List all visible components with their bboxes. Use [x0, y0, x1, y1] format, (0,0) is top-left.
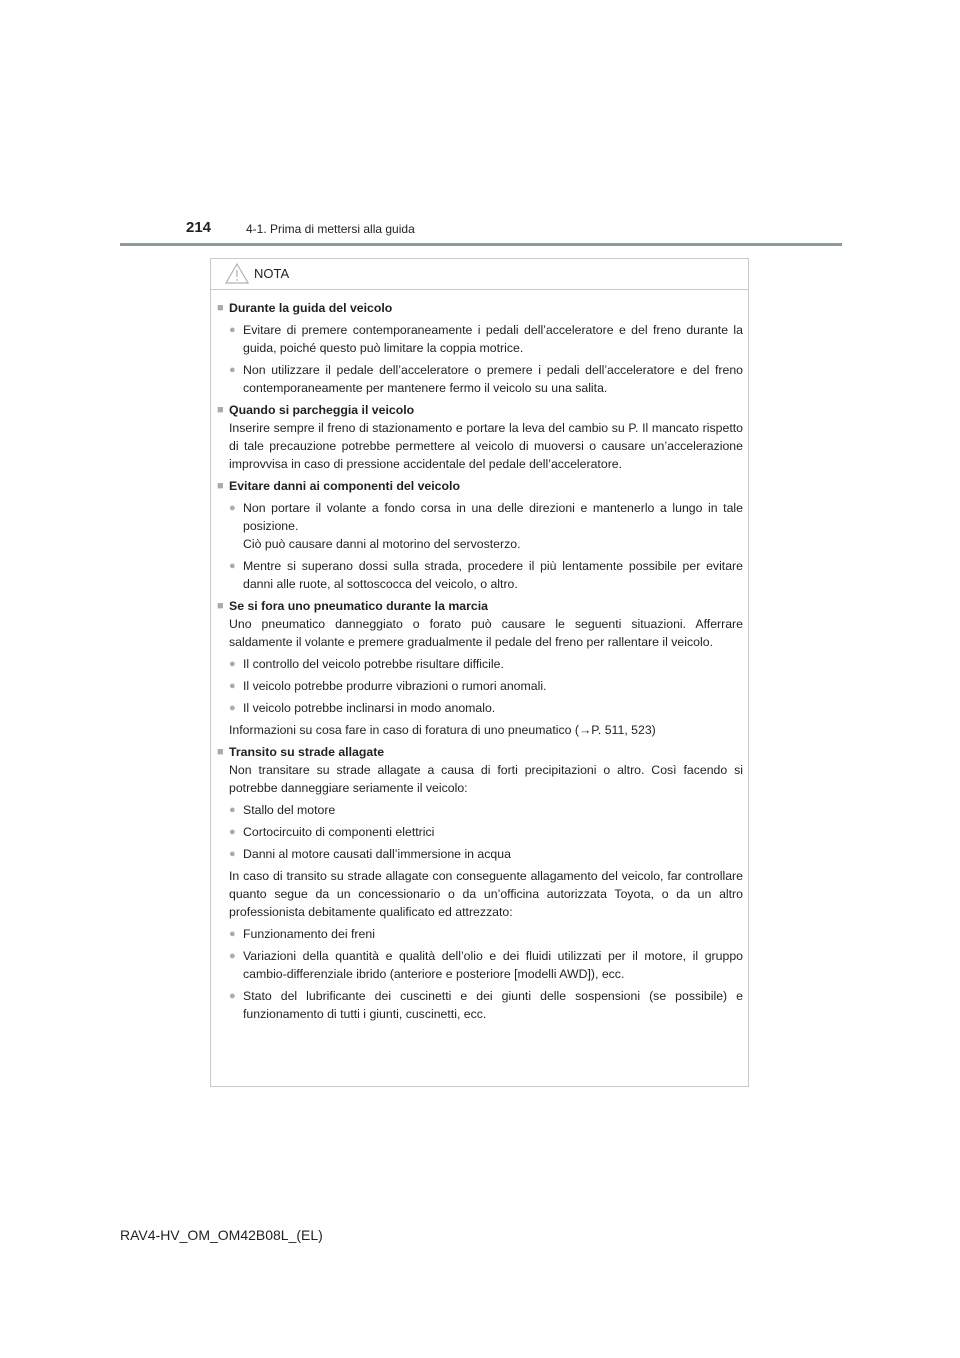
circle-bullet-icon: ●: [229, 680, 236, 692]
circle-bullet-icon: ●: [229, 324, 236, 336]
square-icon: ■: [217, 404, 224, 416]
list-item: ● Stato del lubrificante dei cuscinetti e dei giunti delle sospensioni (se possibile) e funzionamento di tutti i giunti, cuscinetti, ecc.: [229, 989, 743, 1021]
paragraph: Inserire sempre il freno di stazionamento e portare la leva del cambio su P. Il mancato rispetto di tale precauzione potrebbe permettere al veicolo di muoversi o causare un’accelerazione improvvisa in caso di pressione accidentale del pedale dell’acceleratore.: [229, 421, 743, 471]
paragraph: In caso di transito su strade allagate con conseguente allagamento del veicolo, far controllare quanto segue da un concessionario o da un’officina autorizzata Toyota, o da un altro professionista debitamente qualificato ed attrezzato:: [229, 869, 743, 919]
section-heading: ■ Evitare danni ai componenti del veicolo: [217, 479, 460, 493]
list-item: ● Evitare di premere contemporaneamente i pedali dell’acceleratore e del freno durante la guida, poiché questo può limitare la coppia motrice.: [229, 323, 743, 355]
notice-header: [211, 259, 748, 290]
list-item: [229, 499, 743, 553]
list-item: ● Mentre si superano dossi sulla strada, procedere il più lentamente possibile per evitare danni alle ruote, al sottoscocca del veicolo, o altro.: [229, 559, 743, 591]
list-item: ● Danni al motore causati dall’immersione in acqua: [229, 847, 511, 861]
notice-box: [210, 258, 749, 1087]
circle-bullet-icon: ●: [229, 804, 236, 816]
header-divider: [120, 243, 842, 246]
list-item: ● Il veicolo potrebbe inclinarsi in modo anomalo.: [229, 701, 496, 715]
list-item: ● Stallo del motore: [229, 803, 336, 817]
notice-content: [217, 299, 743, 1023]
page-number: 214: [186, 219, 212, 236]
square-icon: ■: [217, 600, 224, 612]
circle-bullet-icon: ●: [229, 502, 236, 514]
section-heading: ■ Durante la guida del veicolo: [217, 301, 393, 315]
circle-bullet-icon: ●: [229, 560, 236, 572]
list-item: ● Il veicolo potrebbe produrre vibrazioni o rumori anomali.: [229, 679, 547, 693]
list-item: ● Funzionamento dei freni: [229, 927, 375, 941]
paragraph-reference: Informazioni su cosa fare in caso di foratura di uno pneumatico (→P. 511, 523): [229, 723, 656, 737]
bullet-text: Non portare il volante a fondo corsa in una delle direzioni e mantenerlo a lungo in tale posizione.: [243, 501, 743, 533]
circle-bullet-icon: ●: [229, 848, 236, 860]
paragraph: Non transitare su strade allagate a causa di forti precipitazioni o altro. Così facendo si potrebbe danneggiare seriamente il veicolo:: [229, 763, 743, 795]
circle-bullet-icon: ●: [229, 928, 236, 940]
bullet-text-extra: Ciò può causare danni al motorino del servosterzo.: [243, 537, 521, 551]
circle-bullet-icon: ●: [229, 364, 236, 376]
square-icon: ■: [217, 480, 224, 492]
paragraph: Uno pneumatico danneggiato o forato può causare le seguenti situazioni. Afferrare saldamente il volante e premere gradualmente il pedale del freno per rallentare il veicolo.: [229, 617, 743, 649]
list-item: ● Cortocircuito di componenti elettrici: [229, 825, 435, 839]
list-item: ● Variazioni della quantità e qualità dell’olio e dei fluidi utilizzati per il motore, il gruppo cambio-differenziale ibrido (anteriore e posteriore [modelli AWD]), ecc.: [229, 949, 743, 981]
warning-triangle-icon: [225, 263, 249, 284]
circle-bullet-icon: ●: [229, 990, 236, 1002]
circle-bullet-icon: ●: [229, 826, 236, 838]
list-item: ● Non utilizzare il pedale dell’acceleratore o premere i pedali dell’acceleratore e del freno contemporaneamente per mantenere fermo il veicolo su una salita.: [229, 363, 743, 395]
circle-bullet-icon: ●: [229, 658, 236, 670]
section-heading: ■ Transito su strade allagate: [217, 745, 385, 759]
document-code: RAV4-HV_OM_OM42B08L_(EL): [120, 1227, 323, 1243]
circle-bullet-icon: ●: [229, 950, 236, 962]
chapter-title: 4-1. Prima di mettersi alla guida: [246, 222, 415, 236]
section-heading: ■ Se si fora uno pneumatico durante la marcia: [217, 599, 488, 613]
square-icon: ■: [217, 302, 224, 314]
square-icon: ■: [217, 746, 224, 758]
section-heading: ■ Quando si parcheggia il veicolo: [217, 403, 415, 417]
circle-bullet-icon: ●: [229, 702, 236, 714]
list-item: ● Il controllo del veicolo potrebbe risultare difficile.: [229, 657, 504, 671]
notice-title: NOTA: [254, 266, 290, 281]
